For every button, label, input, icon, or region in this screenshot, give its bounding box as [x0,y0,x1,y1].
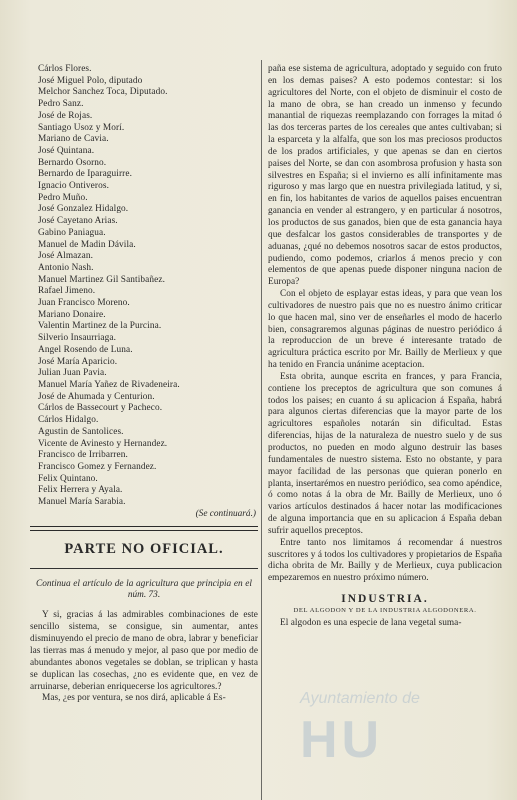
signatory-name: Cárlos Hidalgo. [38,415,99,426]
signatory-name: Manuel de Madin Dávila. [38,239,136,250]
signatory-name: José de Ahumada y Centurion. [38,391,155,402]
signatory-name: Melchor Sanchez Toca, Diputado. [38,87,168,98]
signatory-name: Pedro Muño. [38,192,88,203]
signatory-name: Cárlos de Bassecourt y Pacheco. [38,403,163,414]
signatory-name: Francisco Gomez y Fernandez. [38,461,157,472]
signatory-name: Pedro Sanz. [38,99,84,110]
section-divider [30,526,258,531]
signatory-name: Silverio Insaurriaga. [38,333,117,344]
continued-note: (Se continuará.) [195,508,256,519]
article-paragraph: paña ese sistema de agricultura, adoptado y seguido con fruto en los demas paises? A esto podemos contestar: si los agricultores del Norte, con el objeto de disminuir el costo de la mano de obra, se han creado un inmenso y fecundo manantial de riquezas reemplazando con forrages la mitad ó las dos terceras partes de los cereales que antes cultivaban; si la esparceta y la alfalfa, que son los mas preciosos productos de los prados artificiales, y que apenas se dan en ciertos paises del Norte, se dan con asombrosa profusion y hasta son silvestres en España; si el invierno es allí infinitamente mas riguroso y mas largo que en nuestra privilegiada latitud, y si, en fin, los habitantes de varios de aquellos paises encuentran ganancia en vender al estrangero, y en particular á nosotros, los productos de sus ganados, bien que de esta ganancia haya que desfalcar los gastos considerables de transportes y de aduanas, ¿qué no debemos nosotros sacar de estos productos, pudiendo, como podemos, criarlos á menos precio y con elementos de que apenas puede disponer ninguna nacion de Europa? [268,64,502,288]
title-underline [30,568,258,569]
signatory-name: Vicente de Avinesto y Hernandez. [38,438,168,449]
signatory-name: Julian Juan Pavia. [38,368,107,379]
signatory-name: José María Aparicio. [38,356,118,367]
column-divider [261,60,262,800]
signatory-name: José Miguel Polo, diputado [38,75,143,86]
signatory-name: Cárlos Flores. [38,64,92,74]
signatory-name: Antonio Nash. [38,262,94,273]
signatory-name: Mariano Donaire. [38,309,106,320]
article-paragraph: Entre tanto nos limitamos á recomendar á nuestros suscritores y á todos los cultivadores y propietarios de España dicha obrita de Mr. Bailly y de Merlieux, cuya publicacion empezaremos en nuestro próximo número. [268,537,502,584]
signatories-list [30,64,258,509]
article-intro: Continua el artículo de la agricultura que principia en el núm. 73. [36,578,252,601]
article-paragraph: Y si, gracias á las admirables combinaciones de este sencillo sistema, se consigue, sin aumentar, antes disminuyendo el precio de mano de obra, labrar y beneficiar las tierras mas á menudo y mejor, al paso que por medio de abundantes abonos vegetales se doblan, se triplican y hasta se duplican las cosechas, ¿no es evidente que, en vez de arruinarse, deberian enriquecerse los agricultores.? [30,610,258,692]
signatory-name: Manuel María Sarabia. [38,497,126,508]
signatory-name: Santiago Usoz y Morí. [38,122,125,133]
industry-title: INDUSTRIA. [341,593,429,606]
library-watermark [300,690,500,800]
industry-subtitle: DEL ALGODON Y DE LA INDUSTRIA ALGODONERA. [293,607,477,615]
signatory-name: José Almazan. [38,251,94,262]
right-column [268,64,502,630]
signatory-name: Angel Rosendo de Luna. [38,344,133,355]
watermark-big-text: HU [300,711,384,769]
article-paragraph: Esta obrita, aunque escrita en frances, y para Francia, contiene los preceptos de agricultura que son comunes á todos los paises; en cuanto á su aplicacion á España, habrá para algunos ciertas diferencias que la mayor parte de los agricultores españoles notarán sin dificultad. Estas diferencias, hijas de la naturaleza de nuestro suelo y de sus productos, no pueden en modo alguno destruir las bases fundamentales de nuestro sistema. Esto no obstante, y para mayor facilidad de las personas que quieran ponerlo en planta, insertarémos en nuestro periódico, sea como apéndice, ó como notas á la obra de Mr. Bailly de Merlieux, uno ó varios artículos destinados á hacer notar las modificaciones de alguna importancia que en su aplicacion á España deban sufrir aquellos preceptos. [268,371,502,536]
signatory-name: José Gonzalez Hidalgo. [38,204,129,215]
watermark-small-text: Ayuntamiento de [300,690,420,707]
article-paragraph: El algodon es una especie de lana vegetal suma- [280,618,462,629]
signatory-name: Rafael Jimeno. [38,286,96,297]
signatory-name: Manuel Martinez Gil Santibañez. [38,274,166,285]
signatory-name: Agustin de Santolices. [38,426,124,437]
signatory-name: Mariano de Cavia. [38,134,109,145]
article-paragraph: Mas, ¿es por ventura, se nos dirá, aplicable á Es- [42,693,226,704]
section-title: PARTE NO OFICIAL. [64,540,224,557]
signatory-name: José de Rojas. [38,110,93,121]
left-column [30,64,258,705]
signatory-name: Gabino Paniagua. [38,227,106,238]
signatory-name: Bernardo Osorno. [38,157,107,168]
signatory-name: Juan Francisco Moreno. [38,298,130,309]
signatory-name: Ignacio Ontiveros. [38,181,109,192]
signatory-name: Felix Herrera y Ayala. [38,485,123,496]
signatory-name: Francisco de Irribarren. [38,450,128,461]
signatory-name: Felix Quintano. [38,473,98,484]
signatory-name: José Cayetano Arias. [38,216,118,227]
article-paragraph: Con el objeto de esplayar estas ideas, y para que vean los cultivadores de nuestro pais que no es nuestro ánimo criticar lo que hacen mal, sino ver de enseñarles el modo de hacerlo bien, consagraremos algunas páginas de nuestro periódico á la reproduccion de un breve é interesante tratado de agricultura práctica escrito por Mr. Bailly de Merlieux y que ha tenido en Francia unánime aceptacion. [268,289,502,371]
signatory-name: José Quintana. [38,145,95,156]
signatory-name: Manuel María Yañez de Rivadeneira. [38,379,180,390]
signatory-name: Bernardo de Iparaguirre. [38,169,133,180]
signatory-name: Valentin Martinez de la Purcina. [38,321,162,332]
